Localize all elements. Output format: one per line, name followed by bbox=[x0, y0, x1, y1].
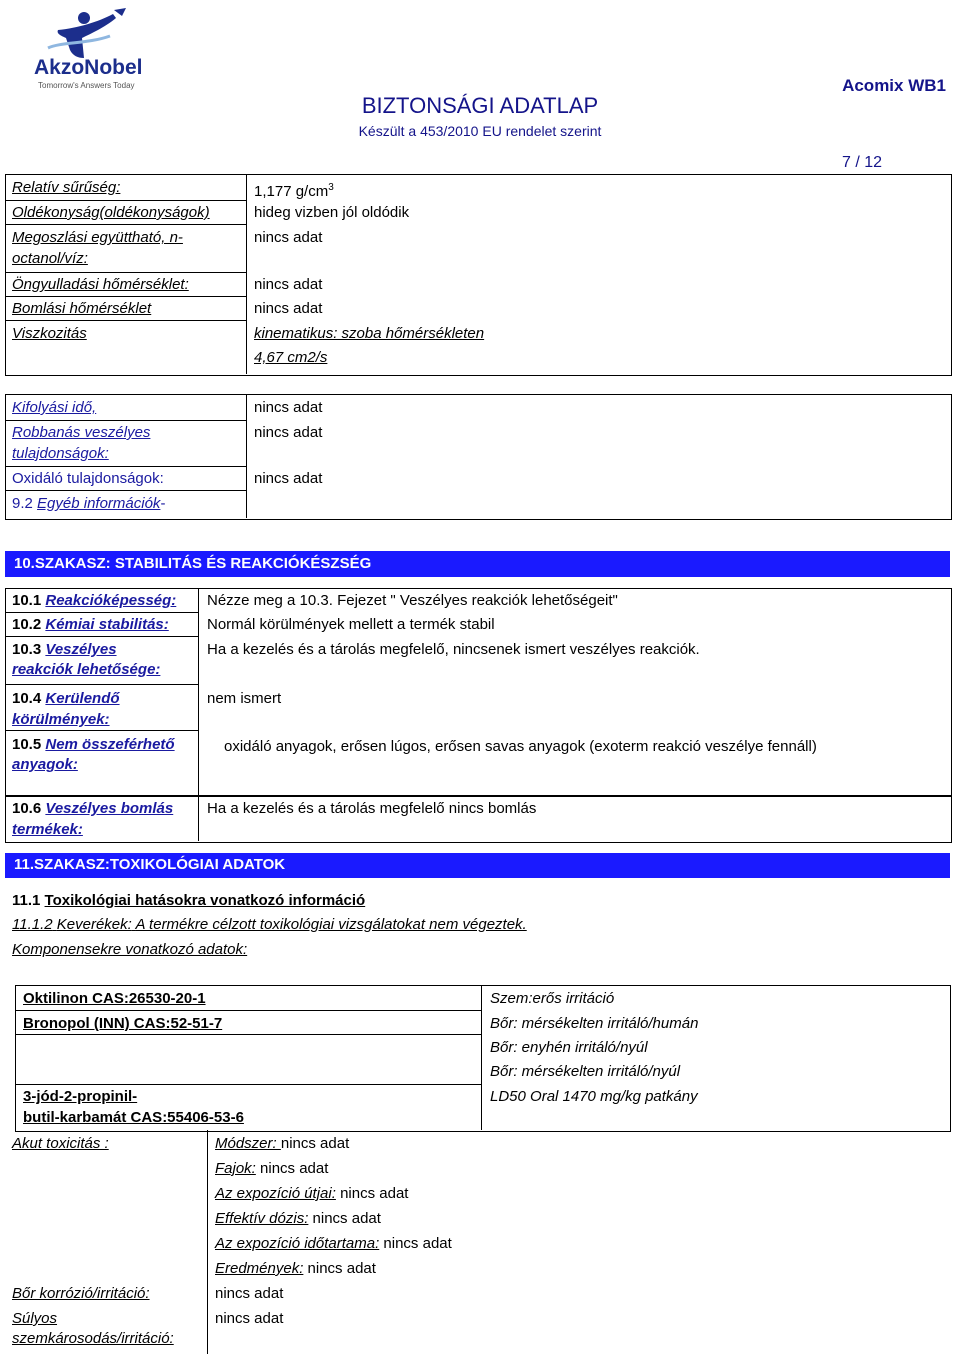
component-1: Oktilinon CAS:26530-20-1 bbox=[23, 990, 206, 1007]
section-11-header: 11.SZAKASZ:TOXIKOLÓGIAI ADATOK bbox=[5, 853, 950, 878]
prop-label-viscosity: Viszkozitás bbox=[12, 325, 87, 342]
acute-method: Módszer: nincs adat bbox=[215, 1135, 350, 1152]
s10-label-incompatible: 10.5 Nem összeférhető bbox=[12, 736, 175, 753]
effect-ld50: LD50 Oral 1470 mg/kg patkány bbox=[490, 1088, 698, 1105]
prop-value-autoignition: nincs adat bbox=[254, 276, 323, 293]
s10-label-conditions-2: körülmények: bbox=[12, 711, 110, 728]
prop-value-oxidizing: nincs adat bbox=[254, 470, 323, 487]
product-name: Acomix WB1 bbox=[842, 76, 946, 95]
s10-label-hazardous-reactions: 10.3 Veszélyes bbox=[12, 641, 117, 658]
acute-species: Fajok: nincs adat bbox=[215, 1160, 329, 1177]
acute-toxicity-label: Akut toxicitás : bbox=[12, 1135, 109, 1152]
prop-value-solubility: hideg vizben jól oldódik bbox=[254, 204, 410, 221]
prop-label-explosive: Robbanás veszélyes bbox=[12, 424, 151, 441]
component-2: Bronopol (INN) CAS:52-51-7 bbox=[23, 1015, 223, 1032]
component-3: 3-jód-2-propinil- bbox=[23, 1088, 138, 1105]
prop-label-partition-2: octanol/víz: bbox=[12, 250, 88, 267]
page-number: 7 / 12 bbox=[841, 154, 882, 171]
prop-label-partition: Megoszlási együttható, n- bbox=[12, 229, 183, 246]
s10-label-decomposition-2: termékek: bbox=[12, 821, 83, 838]
document-title: BIZTONSÁGI ADATLAP bbox=[361, 93, 599, 118]
skin-corrosion-label: Bőr korrózió/irritáció: bbox=[12, 1285, 150, 1302]
skin-corrosion-value: nincs adat bbox=[215, 1285, 284, 1302]
logo-wordmark: AkzoNobel bbox=[34, 56, 143, 79]
prop-value-viscosity-2: 4,67 cm2/s bbox=[254, 349, 328, 366]
s10-label-hazardous-reactions-2: reakciók lehetősége: bbox=[12, 661, 161, 678]
prop-value-flowtime: nincs adat bbox=[254, 399, 323, 416]
s10-value-decomposition: Ha a kezelés és a tárolás megfelelő nincs bomlás bbox=[207, 800, 537, 817]
components-heading: Komponensekre vonatkozó adatok: bbox=[12, 941, 248, 958]
section-10-header: 10.SZAKASZ: STABILITÁS ÉS REAKCIÓKÉSZSÉG bbox=[5, 551, 950, 577]
acute-results: Eredmények: nincs adat bbox=[215, 1260, 376, 1277]
acute-effective-dose: Effektív dózis: nincs adat bbox=[215, 1210, 381, 1227]
acute-exposure-duration: Az expozíció időtartama: nincs adat bbox=[215, 1235, 452, 1252]
prop-value-viscosity: kinematikus: szoba hőmérsékleten bbox=[254, 325, 485, 342]
prop-label-oxidizing: Oxidáló tulajdonságok: bbox=[12, 470, 164, 487]
eye-damage-label: Súlyos bbox=[12, 1310, 58, 1327]
s11-subheading-1: 11.1 Toxikológiai hatásokra vonatkozó információ bbox=[12, 892, 366, 909]
s10-label-conditions: 10.4 Kerülendő bbox=[12, 690, 120, 707]
effect-eye: Szem:erős irritáció bbox=[490, 990, 615, 1007]
logo-tagline: Tomorrow's Answers Today bbox=[38, 81, 135, 90]
s10-value-incompatible: oxidáló anyagok, erősen lúgos, erősen savas anyagok (exoterm reakció veszélye fennáll) bbox=[224, 738, 817, 755]
s10-value-stability: Normál körülmények mellett a termék stabil bbox=[207, 616, 495, 633]
prop-value-partition: nincs adat bbox=[254, 229, 323, 246]
s10-label-decomposition: 10.6 Veszélyes bomlás bbox=[12, 800, 174, 817]
s10-value-hazardous-reactions: Ha a kezelés és a tárolás megfelelő, nincsenek ismert veszélyes reakciók. bbox=[207, 641, 700, 658]
prop-label-density: Relatív sűrűség: bbox=[12, 179, 121, 196]
document-subtitle: Készült a 453/2010 EU rendelet szerint bbox=[358, 123, 602, 139]
s10-label-reactivity: 10.1 Reakcióképesség: bbox=[12, 592, 177, 609]
prop-value-explosive: nincs adat bbox=[254, 424, 323, 441]
s11-subheading-2: 11.1.2 Keverékek: A termékre célzott toxikológiai vizsgálatokat nem végeztek. bbox=[12, 916, 527, 933]
prop-label-flowtime: Kifolyási idő, bbox=[12, 399, 97, 416]
effect-skin-human: Bőr: mérsékelten irritáló/humán bbox=[490, 1015, 699, 1032]
s10-value-conditions: nem ismert bbox=[207, 690, 282, 707]
component-3-line-2: butil-karbamát CAS:55406-53-6 bbox=[23, 1109, 244, 1126]
s10-value-reactivity: Nézze meg a 10.3. Fejezet " Veszélyes reakciók lehetőségeit" bbox=[207, 592, 618, 609]
prop-value-density: 1,177 $g/cm^3$ bbox=[254, 182, 334, 200]
eye-damage-label-2: szemkárosodás/irritáció: bbox=[12, 1330, 174, 1347]
s10-label-incompatible-2: anyagok: bbox=[12, 756, 78, 773]
effect-skin-rabbit-moderate: Bőr: mérsékelten irritáló/nyúl bbox=[490, 1063, 681, 1080]
prop-value-decomposition: nincs adat bbox=[254, 300, 323, 317]
s10-label-stability: 10.2 Kémiai stabilitás: bbox=[12, 616, 169, 633]
prop-label-decomposition: Bomlási hőmérséklet bbox=[12, 300, 152, 317]
eye-damage-value: nincs adat bbox=[215, 1310, 284, 1327]
prop-label-autoignition: Öngyulladási hőmérséklet: bbox=[12, 276, 189, 293]
prop-label-solubility: Oldékonyság(oldékonyságok) bbox=[12, 204, 210, 221]
acute-exposure-route: Az expozíció útjai: nincs adat bbox=[215, 1185, 409, 1202]
effect-skin-rabbit-mild: Bőr: enyhén irritáló/nyúl bbox=[490, 1039, 648, 1056]
prop-label-explosive-2: tulajdonságok: bbox=[12, 445, 109, 462]
prop-label-other-info: 9.2 Egyéb információk- bbox=[12, 495, 166, 512]
